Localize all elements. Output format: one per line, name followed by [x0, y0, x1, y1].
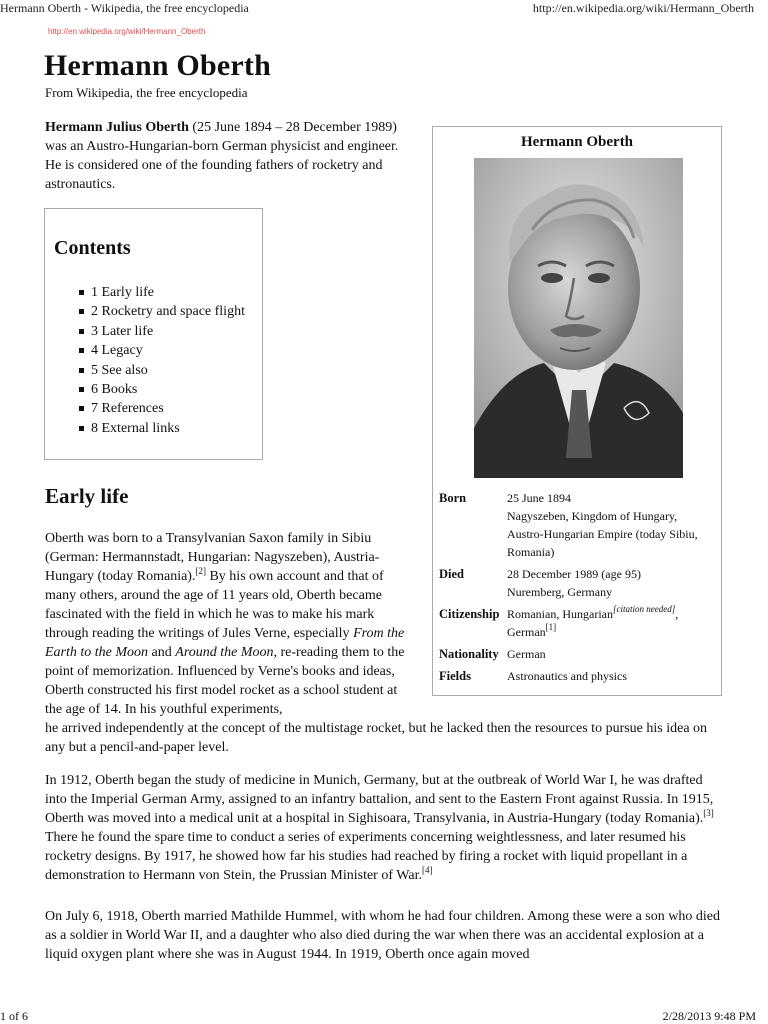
toc-item-legacy[interactable]: 4 Legacy — [79, 341, 245, 360]
died-value — [507, 565, 715, 605]
toc-item-books[interactable]: 6 Books — [79, 380, 245, 399]
p1-text-and: and — [148, 645, 176, 660]
toc-item-later-life[interactable]: 3 Later life — [79, 322, 245, 341]
infobox-row-nationality — [439, 645, 715, 667]
p2-text-b: There he found the spare time to conduct a series of experiments concerning weightlessness, and later resumed his rocketry designs. By 1917, he showed how far his studies had reached by firing a rocket with liquid propellant in a demonstration to Hermann von Stein, the Prussian Minister of War. — [45, 830, 688, 883]
infobox-title: Hermann Oberth — [520, 134, 634, 150]
print-header-url: http://en.wikipedia.org/wiki/Hermann_Oberth — [532, 1, 754, 15]
citation-needed-link[interactable]: [citation needed] — [612, 604, 676, 614]
citizenship-text-b: , German — [507, 607, 679, 639]
print-footer-page-count: 1 of 6 — [0, 1009, 28, 1023]
early-life-paragraph-1-continued: he arrived independently at the concept of the multistage rocket, but he lacked then the resources to pursue his idea on any but a pencil-and-paper level. — [45, 721, 708, 755]
died-date: 28 December 1989 (age 95) — [507, 567, 641, 581]
infobox — [432, 126, 722, 696]
infobox-row-citizenship — [439, 605, 715, 645]
table-of-contents — [44, 208, 263, 460]
p1-text-c: , re-reading them to the point of memorization. Influenced by Verne's books and ideas, Oberth constructed his first model rocket as a school student at the age of 14. In his youthful experiments, — [45, 645, 405, 717]
p1-text-b: By his own account and that of many others, around the age of 11 years old, Oberth became fascinated with the field in which he was to make his mark through reading the writings of Jules Verne, especially — [45, 569, 384, 641]
infobox-row-born — [439, 489, 715, 565]
fields-value: Astronautics and physics — [507, 669, 627, 683]
born-date: 25 June 1894 — [507, 491, 571, 505]
p1-text-a: Oberth was born to a Transylvanian Saxon family in Sibiu (German: Hermannstadt, Hungarian: Nagyszeben), Austria-Hungary (today Romania). — [45, 531, 380, 584]
ref-4[interactable]: [4] — [421, 865, 433, 875]
citizenship-text-a: Romanian, Hungarian — [507, 607, 613, 621]
born-label: Born — [439, 491, 467, 505]
died-label: Died — [439, 567, 464, 581]
portrait-image — [474, 158, 683, 478]
born-value — [507, 489, 715, 565]
p2-text-a: In 1912, Oberth began the study of medicine in Munich, Germany, but at the outbreak of World War I, he was drafted into the Imperial German Army, assigned to an infantry battalion, and sent to the Eastern Front against Russia. In 1915, Oberth was moved into a medical unit at a hospital in Sighisoara, Transylvania, in Austria-Hungary (today Romania). — [45, 773, 714, 826]
book-title-around-the-moon: Around the Moon — [175, 645, 274, 660]
intro-paragraph — [45, 118, 405, 194]
ref-3[interactable]: [3] — [703, 808, 714, 818]
toc-item-external-links[interactable]: 8 External links — [79, 419, 245, 438]
section-heading-early-life: Early life — [45, 484, 129, 508]
died-place: Nuremberg, Germany — [507, 585, 613, 599]
infobox-table — [439, 489, 715, 689]
book-title-from-earth-to-moon: From the Earth to the Moon — [45, 626, 405, 660]
article-url-link[interactable]: http://en.wikipedia.org/wiki/Hermann_Oberth — [48, 27, 206, 36]
toc-item-references[interactable]: 7 References — [79, 399, 245, 418]
toc-item-see-also[interactable]: 5 See also — [79, 361, 245, 380]
page-title: Hermann Oberth — [44, 49, 271, 82]
ref-2[interactable]: [2] — [195, 566, 206, 576]
born-place: Nagyszeben, Kingdom of Hungary, Austro-Hungarian Empire (today Sibiu, Romania) — [507, 509, 698, 559]
infobox-row-fields — [439, 667, 715, 689]
nationality-label: Nationality — [439, 647, 499, 661]
early-life-paragraph-3: On July 6, 1918, Oberth married Mathilde Hummel, with whom he had four children. Among these were a son who died as a soldier in World War II, and a daughter who also died during the war when there was an accidental explosion at a liquid oxygen plant where she was in August 1944. In 1919, Oberth once again moved — [45, 909, 720, 962]
fields-label: Fields — [439, 669, 471, 683]
infobox-row-died — [439, 565, 715, 605]
print-header-title: Hermann Oberth - Wikipedia, the free encyclopedia — [0, 1, 249, 15]
toc-title: Contents — [54, 237, 131, 259]
toc-item-early-life[interactable]: 1 Early life — [79, 283, 245, 302]
toc-list — [79, 283, 245, 438]
nationality-value: German — [507, 647, 546, 661]
intro-subject-name: Hermann Julius Oberth — [45, 120, 189, 135]
early-life-paragraph-1 — [45, 529, 415, 719]
print-footer-timestamp: 2/28/2013 9:48 PM — [662, 1009, 756, 1023]
ref-1[interactable]: [1] — [545, 622, 557, 632]
intro-text: (25 June 1894 – 28 December 1989) was an Austro-Hungarian-born German physicist and engineer. He is considered one of the founding fathers of rocketry and astronautics. — [45, 120, 399, 192]
citizenship-label: Citizenship — [439, 607, 500, 621]
page-tagline: From Wikipedia, the free encyclopedia — [45, 85, 248, 100]
toc-item-rocketry[interactable]: 2 Rocketry and space flight — [79, 302, 245, 321]
portrait-photo[interactable] — [474, 158, 683, 478]
early-life-paragraph-2 — [45, 771, 725, 885]
citizenship-value — [507, 605, 715, 645]
